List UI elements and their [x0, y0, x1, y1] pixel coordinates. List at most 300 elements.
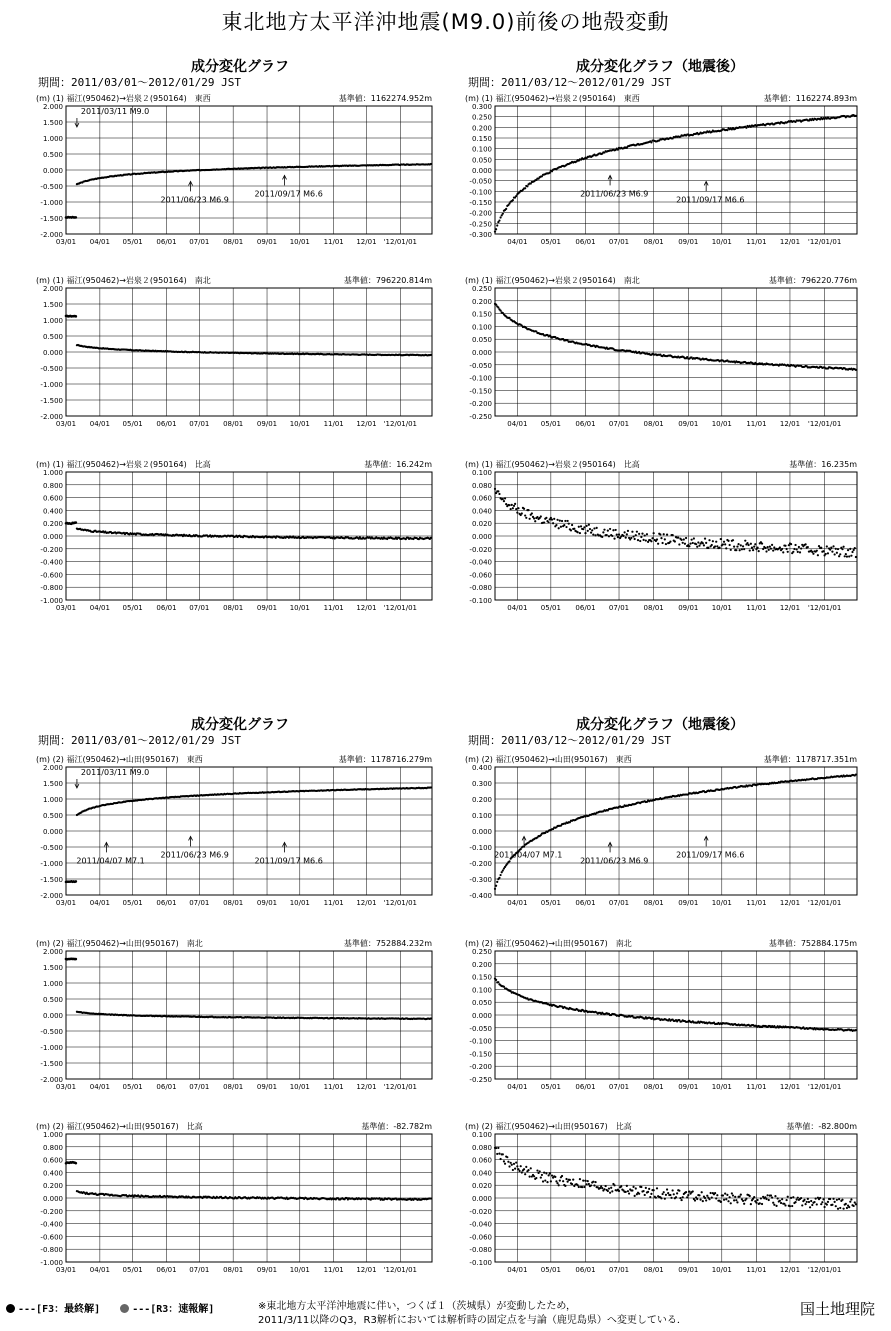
y-tick-label: -0.100 [469, 374, 492, 383]
y-tick-label: 0.200 [471, 297, 492, 306]
y-tick-label: 0.000 [42, 533, 63, 541]
data-point [631, 1189, 633, 1191]
data-point [730, 1202, 732, 1204]
data-point [835, 1205, 837, 1207]
y-tick-label: 0.200 [471, 960, 492, 969]
y-tick-label: -0.600 [40, 571, 63, 580]
x-tick-label: 05/01 [122, 238, 143, 246]
data-point [685, 1191, 687, 1193]
data-point [587, 1180, 589, 1182]
x-tick-label: 09/01 [256, 238, 278, 246]
data-point [430, 163, 432, 165]
data-point [499, 309, 501, 311]
data-point [688, 1191, 690, 1193]
data-point [687, 1194, 689, 1196]
data-point [664, 1198, 666, 1200]
period-4: 期間：2011/03/12～2012/01/29 JST [468, 734, 671, 747]
data-point [748, 544, 750, 546]
y-tick-label: 0.100 [471, 323, 492, 332]
legend-rapid-marker [120, 1304, 129, 1313]
period-2: 期間：2011/03/12～2012/01/29 JST [468, 76, 671, 89]
x-tick-label: 04/01 [89, 1266, 110, 1274]
data-point [686, 1196, 688, 1198]
data-point [661, 542, 663, 544]
data-point [606, 534, 608, 536]
x-tick-label: 08/01 [643, 899, 664, 907]
y-tick-label: -0.100 [469, 188, 492, 197]
data-point [768, 549, 770, 551]
data-point [732, 539, 734, 541]
footnote [258, 1300, 687, 1328]
data-point [636, 531, 638, 533]
data-point [524, 1173, 526, 1175]
data-point [841, 1199, 843, 1201]
y-tick-label: 1.000 [42, 317, 63, 325]
data-point [849, 548, 851, 550]
data-point [580, 525, 582, 527]
data-point [811, 1204, 813, 1206]
y-tick-label: -0.250 [469, 220, 492, 229]
x-tick-label: 08/01 [223, 238, 244, 246]
data-point [508, 860, 510, 862]
data-point [712, 540, 714, 542]
data-point [577, 531, 579, 533]
x-tick-label: 06/01 [156, 1083, 177, 1091]
data-point [752, 549, 754, 551]
data-point [779, 1200, 781, 1202]
data-point [705, 542, 707, 544]
data-point [706, 1195, 708, 1197]
data-point [660, 537, 662, 539]
y-tick-label: 0.100 [471, 469, 492, 477]
data-point [839, 1207, 841, 1209]
data-point [556, 519, 558, 521]
y-tick-label: 0.500 [42, 812, 63, 820]
data-point [718, 547, 720, 549]
data-point [725, 1198, 727, 1200]
x-tick-label: 03/01 [55, 899, 77, 907]
y-tick-label: -1.000 [40, 597, 63, 605]
y-tick-label: 0.250 [471, 948, 492, 956]
data-point [715, 541, 717, 543]
data-point [805, 543, 807, 545]
data-point [499, 1158, 501, 1160]
data-point [650, 540, 652, 542]
x-tick-label: 12/01 [356, 238, 377, 246]
x-tick-label: 10/01 [289, 604, 310, 612]
y-tick-label: -1.000 [40, 1044, 63, 1052]
data-point [754, 543, 756, 545]
x-tick-label: 06/01 [575, 1083, 596, 1091]
data-point [854, 547, 856, 549]
data-point [842, 1208, 844, 1210]
x-tick-label: 10/01 [711, 420, 732, 428]
data-point [720, 1201, 722, 1203]
data-point [524, 187, 526, 189]
data-point [579, 1178, 581, 1180]
y-tick-label: 0.100 [471, 1131, 492, 1139]
data-point [746, 542, 748, 544]
data-point [656, 538, 658, 540]
y-tick-label: 0.300 [471, 780, 492, 788]
data-point [546, 1181, 548, 1183]
data-point [545, 1172, 547, 1174]
footnote-line-1: ※東北地方太平洋沖地震に伴い，つくば１（茨城県）が変動したため， [258, 1301, 576, 1312]
annotation-label: 2011/06/23 M6.9 [160, 850, 229, 860]
data-point [558, 1184, 560, 1186]
chart-header: (m) (1) 福江(950462)→岩泉２(950164) 比高 [36, 460, 211, 469]
data-point [603, 529, 605, 531]
page-title: 東北地方太平洋沖地震(M9.0)前後の地殻変動 [221, 10, 670, 34]
data-point [807, 1198, 809, 1200]
x-tick-label: 07/01 [608, 899, 630, 907]
data-point [591, 529, 593, 531]
data-point [692, 1190, 694, 1192]
data-point [502, 1153, 504, 1155]
y-tick-label: 0.000 [42, 349, 63, 357]
chart-1 [36, 92, 432, 246]
data-point [665, 543, 667, 545]
y-tick-label: -0.200 [40, 545, 63, 554]
x-tick-label: 10/01 [289, 420, 310, 428]
x-tick-label: 09/01 [678, 1266, 699, 1274]
y-tick-label: 0.150 [471, 973, 492, 982]
y-tick-label: -0.500 [40, 844, 63, 852]
y-tick-label: -0.200 [40, 1207, 63, 1216]
data-point [761, 542, 763, 544]
x-tick-label: 06/01 [156, 604, 177, 612]
data-point [561, 1175, 563, 1177]
x-tick-label: 12/01 [779, 604, 801, 612]
data-point [781, 1198, 783, 1200]
data-point [609, 528, 611, 530]
data-point [75, 958, 78, 961]
data-point [829, 1198, 831, 1200]
x-tick-label: 06/01 [575, 1266, 596, 1274]
data-point [571, 524, 573, 526]
x-tick-label: 05/01 [122, 420, 143, 428]
data-point [735, 549, 737, 551]
data-point [644, 534, 646, 536]
chart-base-value: 基準値：-82.800m [786, 1122, 857, 1131]
data-point [635, 1187, 637, 1189]
y-tick-label: -1.500 [40, 1060, 63, 1068]
data-point [531, 512, 533, 514]
data-point [781, 548, 783, 550]
chart-2 [465, 92, 857, 246]
data-point [769, 546, 771, 548]
y-tick-label: -0.400 [40, 558, 63, 567]
data-point [642, 1190, 644, 1192]
data-point [540, 1176, 542, 1178]
data-point [667, 1192, 669, 1194]
data-point [505, 503, 507, 505]
data-point [499, 216, 501, 218]
data-point [698, 1194, 700, 1196]
data-point [750, 1203, 752, 1205]
x-tick-label: 08/01 [223, 1083, 244, 1091]
data-point [593, 1184, 595, 1186]
data-point [705, 1199, 707, 1201]
data-point [523, 1168, 525, 1170]
data-point [496, 1153, 498, 1155]
x-tick-label: 08/01 [223, 899, 244, 907]
data-point [797, 1197, 799, 1199]
data-point [826, 545, 828, 547]
data-point [578, 1186, 580, 1188]
data-point [556, 1182, 558, 1184]
x-tick-label: 05/01 [540, 1266, 561, 1274]
data-point [513, 505, 515, 507]
y-tick-label: 0.000 [471, 533, 492, 541]
x-tick-label: 12/01 [356, 1266, 377, 1274]
data-point [787, 551, 789, 553]
x-tick-label: 04/01 [89, 238, 110, 246]
data-point [661, 1193, 663, 1195]
data-point [755, 1202, 757, 1204]
x-tick-label: 12/01 [779, 238, 801, 246]
y-tick-label: 0.060 [471, 1156, 492, 1165]
data-point [672, 1189, 674, 1191]
data-point [832, 545, 834, 547]
y-tick-label: -0.800 [40, 1246, 63, 1255]
y-tick-label: -0.600 [40, 1233, 63, 1242]
data-point [693, 537, 695, 539]
data-point [753, 1196, 755, 1198]
chart-7 [36, 753, 432, 907]
x-tick-label: 10/01 [711, 1266, 732, 1274]
data-point [796, 1199, 798, 1201]
data-point [75, 315, 78, 318]
data-point [837, 1208, 839, 1210]
x-tick-label: 10/01 [711, 899, 732, 907]
y-tick-label: 0.200 [471, 124, 492, 133]
x-tick-label: 05/01 [540, 1083, 561, 1091]
y-tick-label: 2.000 [42, 764, 63, 772]
y-tick-label: 0.800 [42, 481, 63, 490]
y-tick-label: 1.000 [42, 980, 63, 988]
y-tick-label: -0.080 [469, 584, 492, 593]
y-tick-label: 0.000 [42, 1012, 63, 1020]
data-point [737, 543, 739, 545]
data-point [826, 1203, 828, 1205]
data-point [514, 1168, 516, 1170]
x-tick-label: 09/01 [678, 604, 699, 612]
chart-11 [36, 1120, 432, 1274]
y-tick-label: 0.100 [471, 145, 492, 154]
data-point [787, 1196, 789, 1198]
data-point [660, 1197, 662, 1199]
data-point [508, 1165, 510, 1167]
data-point [820, 1203, 822, 1205]
data-point [733, 1199, 735, 1201]
data-point [727, 1200, 729, 1202]
x-tick-label: 11/01 [323, 1083, 344, 1091]
data-point [723, 541, 725, 543]
chart-12 [465, 1120, 857, 1274]
data-point [75, 216, 78, 219]
data-point [520, 1165, 522, 1167]
data-point [708, 1198, 710, 1200]
data-point [562, 1180, 564, 1182]
data-point [551, 1174, 553, 1176]
data-point [846, 1207, 848, 1209]
x-tick-label: 08/01 [223, 420, 244, 428]
data-point [637, 539, 639, 541]
data-point [751, 546, 753, 548]
y-tick-label: -1.500 [40, 215, 63, 223]
data-point [502, 869, 504, 871]
chart-header: (m) (1) 福江(950462)→岩泉２(950164) 東西 [36, 94, 211, 103]
chart-base-value: 基準値：16.242m [364, 460, 432, 469]
data-point [855, 115, 857, 117]
data-point [827, 552, 829, 554]
data-point [779, 546, 781, 548]
y-tick-label: 0.000 [42, 167, 63, 175]
data-point [663, 533, 665, 535]
data-point [675, 1196, 677, 1198]
plot-area [469, 764, 857, 907]
data-point [632, 1186, 634, 1188]
x-tick-label: 11/01 [746, 899, 767, 907]
data-point [808, 1201, 810, 1203]
data-point [830, 547, 832, 549]
data-point [551, 518, 553, 520]
plot-area [469, 948, 857, 1091]
data-point [495, 979, 497, 981]
chart-base-value: 基準値：796220.776m [768, 276, 857, 285]
y-tick-label: 0.050 [471, 156, 492, 165]
data-point [594, 534, 596, 536]
data-point [533, 517, 535, 519]
data-point [495, 885, 497, 887]
y-tick-label: -0.050 [469, 361, 492, 370]
data-point [608, 1187, 610, 1189]
x-tick-label: 05/01 [122, 899, 143, 907]
data-point [792, 1196, 794, 1198]
data-point [782, 551, 784, 553]
x-tick-label: 05/01 [540, 604, 561, 612]
data-point [634, 538, 636, 540]
data-point [651, 537, 653, 539]
x-tick-label: '12/01/01 [807, 238, 842, 246]
data-point [756, 1199, 758, 1201]
chart-header: (m) (2) 福江(950462)→山田(950167) 南北 [36, 939, 203, 948]
data-point [764, 547, 766, 549]
x-tick-label: 11/01 [746, 1083, 767, 1091]
data-point [743, 1203, 745, 1205]
data-point [635, 534, 637, 536]
x-tick-label: 04/01 [89, 899, 110, 907]
data-point [613, 1184, 615, 1186]
x-tick-label: 08/01 [643, 420, 664, 428]
data-point [770, 548, 772, 550]
data-point [784, 1204, 786, 1206]
plot-area [40, 285, 432, 428]
x-tick-label: '12/01/01 [383, 420, 418, 428]
x-tick-label: 12/01 [779, 420, 801, 428]
y-tick-label: 0.000 [471, 1195, 492, 1203]
data-point [561, 520, 563, 522]
data-point [657, 543, 659, 545]
y-tick-label: -0.060 [469, 1233, 492, 1242]
x-tick-label: 11/01 [323, 1266, 344, 1274]
data-point [622, 535, 624, 537]
data-point [762, 548, 764, 550]
data-point [694, 1199, 696, 1201]
x-tick-label: 06/01 [156, 420, 177, 428]
data-point [634, 1195, 636, 1197]
data-point [801, 1204, 803, 1206]
data-point [724, 543, 726, 545]
annotation-label: 2011/03/11 M9.0 [80, 768, 150, 777]
data-point [800, 1197, 802, 1199]
data-point [855, 556, 857, 558]
y-tick-label: -0.200 [469, 1063, 492, 1072]
data-point [749, 549, 751, 551]
x-tick-label: '12/01/01 [807, 604, 842, 612]
data-point [610, 1187, 612, 1189]
data-point [798, 546, 800, 548]
x-tick-label: 11/01 [746, 1266, 767, 1274]
x-tick-label: '12/01/01 [383, 1266, 418, 1274]
data-point [430, 786, 432, 788]
data-point [836, 1199, 838, 1201]
data-point [714, 545, 716, 547]
y-tick-label: -0.150 [469, 1050, 492, 1059]
data-point [506, 1156, 508, 1158]
annotation-label: 2011/09/17 M6.6 [254, 856, 323, 866]
data-point [656, 1187, 658, 1189]
data-point [796, 548, 798, 550]
data-point [759, 1202, 761, 1204]
data-point [498, 877, 500, 879]
data-point [855, 1203, 857, 1205]
annotation-label: 2011/04/07 M7.1 [76, 856, 145, 866]
y-tick-label: -0.080 [469, 1246, 492, 1255]
data-point [716, 1194, 718, 1196]
data-point [841, 548, 843, 550]
data-point [568, 523, 570, 525]
data-point [510, 1162, 512, 1164]
data-point [567, 1181, 569, 1183]
data-point [702, 1200, 704, 1202]
data-point [613, 538, 615, 540]
chart-base-value: 基準値：752884.175m [768, 939, 857, 948]
data-point [645, 539, 647, 541]
x-tick-label: 11/01 [323, 604, 344, 612]
plot-area [469, 285, 857, 428]
y-tick-label: -1.000 [40, 1259, 63, 1267]
y-tick-label: 0.600 [42, 494, 63, 503]
data-point [736, 1201, 738, 1203]
data-point [503, 1160, 505, 1162]
y-tick-label: -2.000 [40, 892, 63, 900]
data-point [758, 550, 760, 552]
data-point [698, 545, 700, 547]
data-point [430, 537, 432, 539]
data-point [850, 555, 852, 557]
y-tick-label: 1.500 [42, 780, 63, 788]
period-1: 期間：2011/03/01～2012/01/29 JST [38, 76, 241, 89]
data-point [704, 538, 706, 540]
annotation-label: 2011/09/17 M6.6 [676, 195, 745, 205]
data-point [853, 1205, 855, 1207]
data-point [615, 529, 617, 531]
y-tick-label: 0.040 [471, 507, 492, 516]
data-point [582, 1180, 584, 1182]
data-point [653, 1189, 655, 1191]
